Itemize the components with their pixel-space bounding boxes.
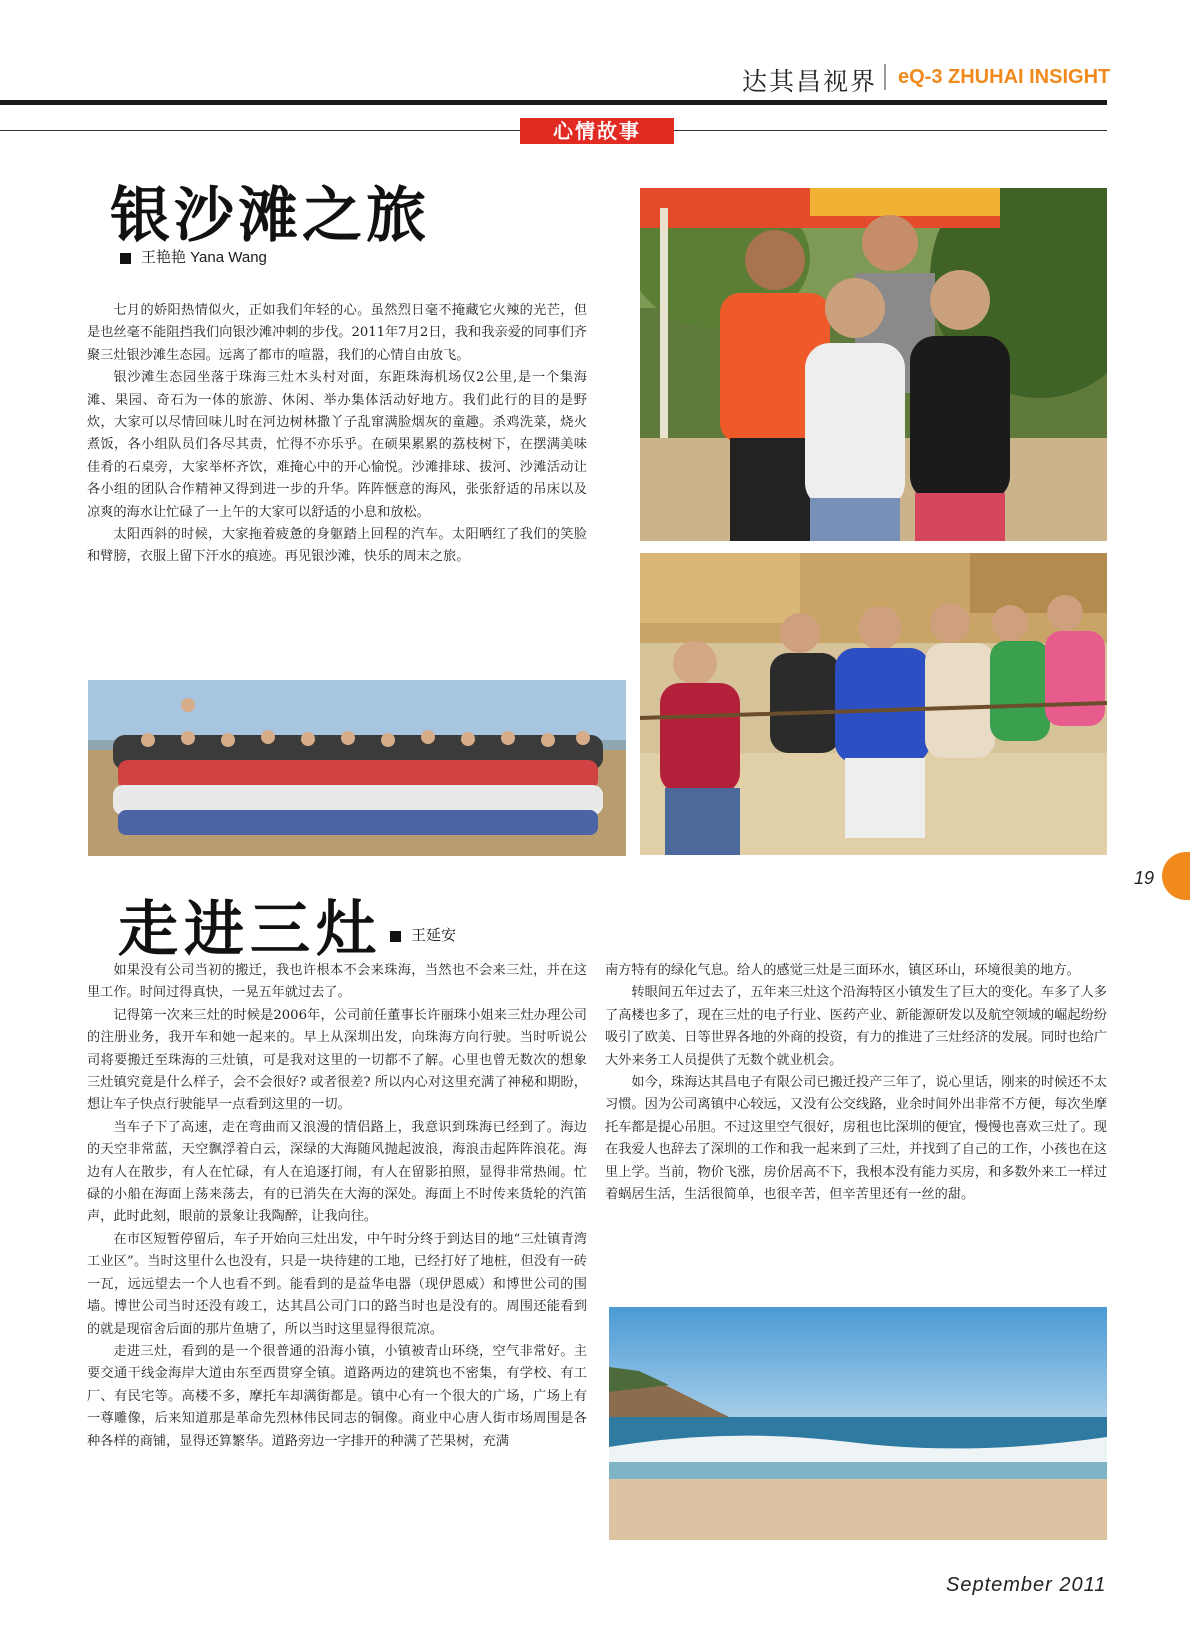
article1-body: [87, 300, 587, 569]
magazine-name-en: eQ-3 ZHUHAI INSIGHT: [898, 66, 1111, 88]
header-separator: [884, 64, 886, 90]
group-portrait-photo: [640, 188, 1107, 541]
article1-byline: [120, 246, 267, 267]
article2-paragraph: 当车子下了高速，走在弯曲而又浪漫的情侣路上，我意识到珠海已经到了。海边的天空非常蓝，天空飘浮着白云，深绿的大海随风抛起波浪，海浪击起阵阵浪花。海边有人在散步，有人在忙碌，有人在追逐打闹，有人在留影拍照，显得非常热闹。忙碌的小船在海面上荡来荡去，有的已消失在大海的深处。海面上不时传来货轮的汽笛声，此时此刻，眼前的景象让我陶醉，让我向往。: [87, 1119, 587, 1225]
article2-title: 走进三灶: [118, 895, 382, 965]
article2-paragraph: 南方特有的绿化气息。给人的感觉三灶是三面环水，镇区环山，环境很美的地方。: [605, 963, 1080, 978]
page-number: 19: [1134, 868, 1155, 888]
article2-paragraph: 如果没有公司当初的搬迁，我也许根本不会来珠海，当然也不会来三灶，并在这里工作。时间过得真快，一晃五年就过去了。: [87, 963, 587, 1001]
article1-author: 王艳艳 Yana Wang: [141, 249, 267, 266]
header-rule-thick: [0, 100, 1107, 105]
bullet-square-icon: [120, 253, 131, 264]
article2-paragraph: 走进三灶，看到的是一个很普通的沿海小镇，小镇被青山环绕，空气非常好。主要交通干线金海岸大道由东至西贯穿全镇。道路两边的建筑也不密集，有学校、有工厂、有民宅等。高楼不多，摩托车却满街都是。镇中心有一个很大的广场，广场上有一尊雕像，后来知道那是革命先烈林伟民同志的铜像。商业中心唐人街市场周围是各种各样的商铺，显得还算繁华。道路旁边一字排开的种满了芒果树，充满: [87, 1343, 587, 1449]
article2-paragraph: 如今，珠海达其昌电子有限公司已搬迁投产三年了，说心里话，刚来的时候还不太习惯。因为公司离镇中心较远，又没有公交线路，业余时间外出非常不方便，每次坐摩托车都是提心吊胆。不过这里空气很好，房租也比深圳的便宜，慢慢也喜欢三灶了。现在我爱人也辞去了深圳的工作和我一起来到了三灶，并找到了自己的工作，小孩也在这里上学。当前，物价飞涨，房价居高不下，我根本没有能力买房，和多数外来工一样过着蜗居生活，生活很简单，也很辛苦，但辛苦里还有一丝的甜。: [605, 1075, 1107, 1203]
magazine-name-cn: 达其昌视界: [742, 67, 878, 96]
article2-byline: [390, 924, 456, 945]
article2-paragraph: 转眼间五年过去了，五年来三灶这个沿海特区小镇发生了巨大的变化。车多了人多了高楼也多了，现在三灶的电子行业、医药产业、新能源研发以及航空领域的崛起纷纷吸引了欧美、日等世界各地的外商的投资，有力的推进了三灶经济的发展。同时也给广大外来务工人员提供了无数个就业机会。: [605, 985, 1107, 1068]
article1-paragraph: 太阳西斜的时候，大家拖着疲惫的身躯踏上回程的汽车。太阳晒红了我们的笑脸和臂膀，衣服上留下汗水的痕迹。再见银沙滩，快乐的周末之旅。: [87, 527, 587, 565]
article2-column-2: [605, 960, 1107, 1206]
article1-paragraph: 银沙滩生态园坐落于珠海三灶木头村对面，东距珠海机场仅2公里,是一个集海滩、果园、奇石为一体的旅游、休闲、举办集体活动好地方。我们此行的目的是野炊，大家可以尽情回味儿时在河边树林撒丫子乱窜满脸烟灰的童趣。杀鸡洗菜，烧火煮饭，各小组队员们各尽其责，忙得不亦乐乎。在硕果累累的荔枝树下，在摆满美味佳肴的石桌旁，大家举杯齐饮，难掩心中的开心愉悦。沙滩排球、拔河、沙滩活动让各小组的团队合作精神又得到进一步的升华。阵阵惬意的海风，张张舒适的吊床以及凉爽的海水让忙碌了一上午的大家可以舒适的小息和放松。: [87, 370, 587, 520]
article2-column-1: [87, 960, 587, 1453]
issue-date: September 2011: [946, 1574, 1107, 1596]
sea-waves-photo: [609, 1307, 1107, 1540]
article2-paragraph: 记得第一次来三灶的时候是2006年，公司前任董事长许丽珠小姐来三灶办理公司的注册业务，我开车和她一起来的。早上从深圳出发，向珠海方向行驶。当时听说公司将要搬迁至珠海的三灶镇，可是我对这里的一切都不了解。心里也曾无数次的想象三灶镇究竟是什么样子，会不会很好? 或者很差? 所以内心对这里充满了神秘和期盼，想让车子快点行驶能早一点看到这里的一切。: [87, 1007, 587, 1113]
article1-paragraph: 七月的娇阳热情似火，正如我们年轻的心。虽然烈日毫不掩藏它火辣的光芒，但是也丝毫不能阻挡我们向银沙滩冲刺的步伐。2011年7月2日，我和我亲爱的同事们齐聚三灶银沙滩生态园。远离了都市的喧嚣，我们的心情自由放飞。: [87, 303, 587, 363]
section-tag: 心情故事: [520, 118, 674, 144]
beach-group-photo: [88, 680, 626, 856]
article2-author: 王延安: [411, 927, 457, 944]
article2-paragraph: 在市区短暂停留后，车子开始向三灶出发，中午时分终于到达目的地“三灶镇青湾工业区”。当时这里什么也没有，只是一块待建的工地，已经打好了地桩，但没有一砖一瓦，远远望去一个人也看不到。能看到的是益华电器（现伊恩威）和博世公司的围墙。博世公司当时还没有竣工，达其昌公司门口的路当时也是没有的。周围还能看到的就是现宿舍后面的那片鱼塘了，所以当时这里显得很荒凉。: [87, 1231, 587, 1337]
page-tab-marker: [1162, 852, 1190, 900]
bullet-square-icon: [390, 931, 401, 942]
tug-of-war-photo: [640, 553, 1107, 855]
article1-title: 银沙滩之旅: [110, 181, 430, 251]
